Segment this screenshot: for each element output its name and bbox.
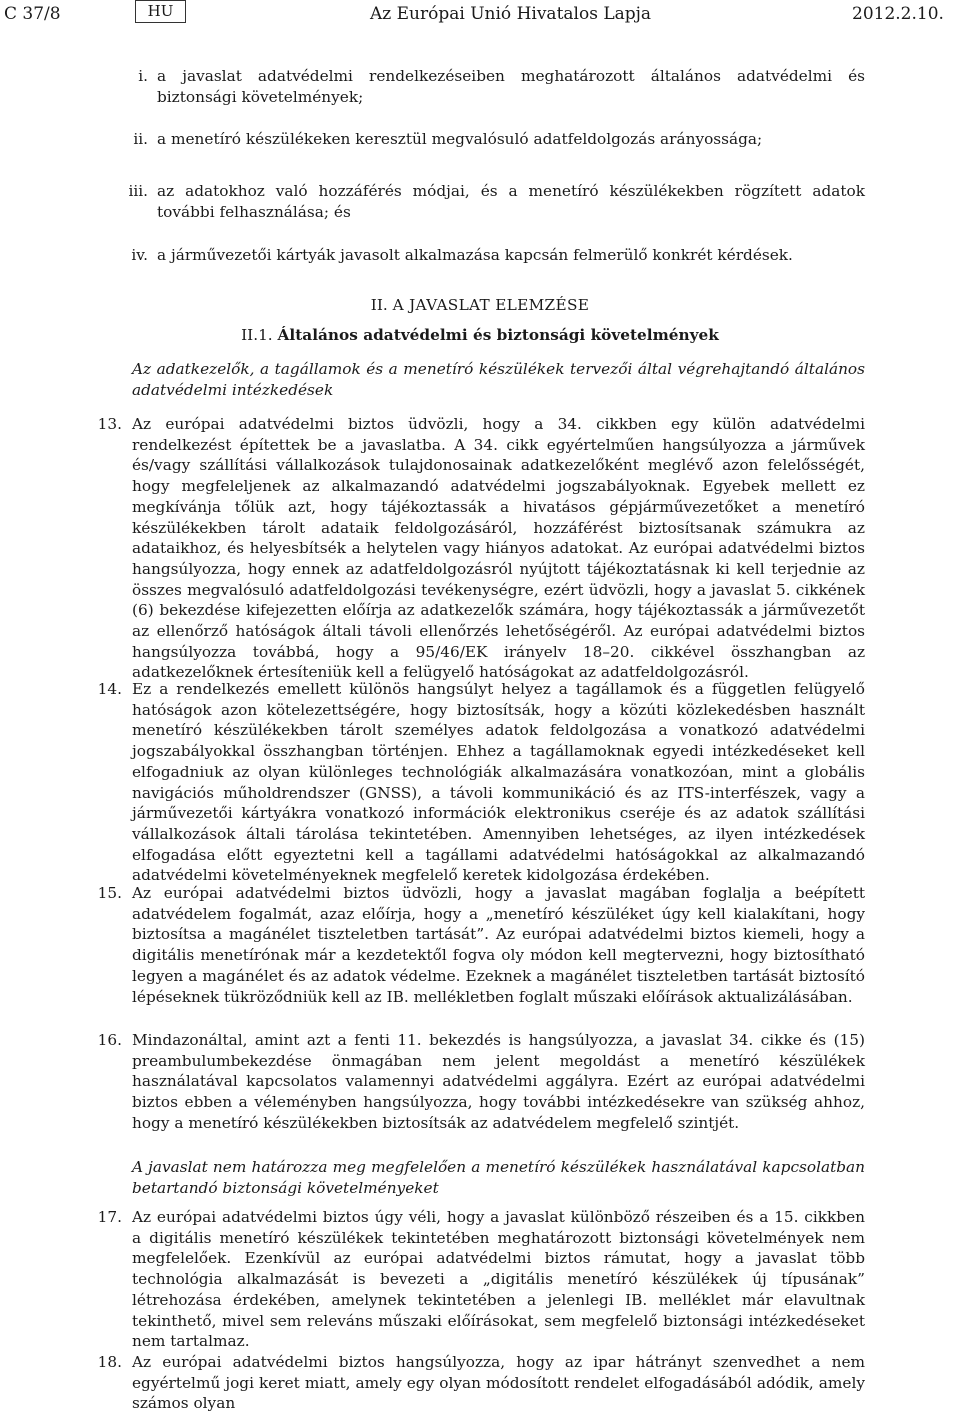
paragraph-text: Ez a rendelkezés emellett különös hangsúlyt helyez a tagállamok és a független felügyelő hatóságok azon kötelezettségére, hogy biztosítsák, hogy a közúti közlekedésben használt menetíró készülékekben tárolt személyes adatok feldolgozása a vonatkozó adatvédelmi jogszabályokkal összhangban történjen. Ehhez a tagállamoknak egyedi intézkedéseket kell elfogadniuk az olyan különleges technológiák alkalmazására vonatkozóan, mint a globális navigációs műholdrendszer (GNSS), a távoli kommunikáció és az ITS-interfészek, vagy a járművezetői kártyákra vonatkozó információk elektronikus cseréje és az adatok szállítási vállalkozások általi tárolása tekintetében. Amennyiben lehetséges, az ilyen intézkedések elfogadása előtt egyeztetni kell a tagállami adatvédelmi hatóságokkal az alkalmazandó adatvédelmi követelményeknek megfelelő keretek kidolgozása érdekében. (132, 680, 865, 885)
paragraph-number: 15. (97, 884, 122, 902)
publication-date: 2012.2.10. (852, 4, 944, 24)
paragraph-text: Az európai adatvédelmi biztos úgy véli, hogy a javaslat különböző részeiben és a 15. cikkben a digitális menetíró készülékek tekintetében meghatározott biztonsági követelmények nem megfelelőek. Ezenkívül az európai adatvédelmi biztos rámutat, hogy a javaslat több technológia alkalmazását is bevezeti a „digitális menetíró készülékek új típusának” létrehozása érdekében, amelynek tekintetében a jelenlegi IB. melléklet már elavultnak tekinthető, mivel sem releváns műszaki előírásokat, sem megfelelő biztonsági intézkedéseket nem tartalmaz. (132, 1208, 865, 1351)
page-reference: C 37/8 (4, 4, 61, 24)
paragraph-number: 17. (97, 1208, 122, 1226)
paragraph-number: 16. (97, 1031, 122, 1049)
paragraph-number: 14. (97, 680, 122, 698)
paragraph-text: Mindazonáltal, amint azt a fenti 11. bekezdés is hangsúlyozza, a javaslat 34. cikke és (15) preambulumbekezdése önmagában nem jelent megoldást a menetíró készülékek használatával kapcsolatos valamennyi adatvédelmi aggályra. Ezért az európai adatvédelmi biztos ebben a véleményben hangsúlyozza, hogy további intézkedésekre van szükség ahhoz, hogy a menetíró készülékekben biztosítsák az adatvédelem megfelelő szintjét. (132, 1031, 865, 1132)
paragraph-number: 13. (97, 415, 122, 433)
section-title: A JAVASLAT ELEMZÉSE (392, 296, 590, 314)
subsection-heading (0, 325, 960, 346)
section-heading (0, 295, 960, 316)
sub-item-number: ii. (133, 130, 148, 148)
sub-item-text: a javaslat adatvédelmi rendelkezéseiben meghatározott általános adatvédelmi és biztonsági követelmények; (157, 67, 865, 106)
language-badge: HU (135, 0, 186, 23)
sub-item-number: i. (138, 67, 148, 85)
paragraph-text: Az európai adatvédelmi biztos hangsúlyozza, hogy az ipar hátrányt szenvedhet a nem egyértelmű jogi keret miatt, amely egy olyan módosított rendelet elfogadásából adódik, amely számos olyan (132, 1353, 865, 1413)
journal-title: Az Európai Unió Hivatalos Lapja (370, 4, 652, 24)
subsection-number: II.1. (241, 326, 273, 344)
page-header (0, 0, 960, 40)
sub-item-number: iii. (128, 182, 148, 200)
section-number: II. (370, 296, 388, 314)
paragraph-text: Az európai adatvédelmi biztos üdvözli, hogy a javaslat magában foglalja a beépített adatvédelem fogalmát, azaz előírja, hogy a „menetíró készüléket úgy kell kialakítani, hogy biztosítsa a magánélet tiszteletben tartását”. Az európai adatvédelmi biztos kiemeli, hogy a digitális menetírónak már a kezdetektől fogva oly módon kell megtervezni, hogy biztosítható legyen a magánélet és az adatok védelme. Ezeknek a magánélet tiszteletben tartását biztosító lépéseknek tükröződniük kell az IB. mellékletben foglalt műszaki előírások aktualizálásában. (132, 884, 865, 1006)
sub-item-text: az adatokhoz való hozzáférés módjai, és a menetíró készülékekben rögzített adatok további felhasználása; és (157, 182, 865, 221)
sub-item-text: a menetíró készülékeken keresztül megvalósuló adatfeldolgozás arányossága; (157, 130, 763, 148)
paragraph-text: Az európai adatvédelmi biztos üdvözli, hogy a 34. cikkben egy külön adatvédelmi rendelkezést építettek be a javaslatba. A 34. cikk egyértelműen hangsúlyozza a járművek és/vagy szállítási vállalkozások tulajdonosainak adatkezelőként meglévő azon felelősségét, hogy megfeleljenek az alkalmazandó adatvédelmi jogszabályoknak. Egyebek mellett ez megkívánja tőlük azt, hogy tájékoztassák a hivatásos gépjárművezetőket a menetíró készülékekben tárolt adataik feldolgozásáról, hozzáférést biztosítsanak számukra az adataikhoz, és helyesbítsék a helytelen vagy hiányos adatokat. Az európai adatvédelmi biztos hangsúlyozza, hogy ennek az adatfeldolgozásról nyújtott tájékoztatásnak ki kell terjednie az összes megvalósuló adatfeldolgozási tevékenységre, ezért üdvözli, hogy a javaslat 5. cikkének (6) bekezdése kifejezetten előírja az adatkezelők számára, hogy tájékoztassák a járművezetőt az ellenőrző hatóságok általi távoli ellenőrzés lehetőségéről. Az európai adatvédelmi biztos hangsúlyozza továbbá, hogy a 95/46/EK irányelv 18–20. cikkével összhangban az adatkezelőknek értesíteniük kell a felügyelő hatóságokat az adatfeldolgozásról. (132, 415, 865, 682)
sub-item-text: a járművezetői kártyák javasolt alkalmazása kapcsán felmerülő konkrét kérdések. (157, 246, 793, 264)
paragraph-number: 18. (97, 1353, 122, 1371)
italic-heading: Az adatkezelők, a tagállamok és a menetíró készülékek tervezői által végrehajtandó általános adatvédelmi intézkedések (132, 360, 865, 399)
sub-item-number: iv. (131, 246, 148, 264)
italic-heading: A javaslat nem határozza meg megfelelően a menetíró készülékek használatával kapcsolatban betartandó biztonsági követelményeket (132, 1158, 865, 1197)
subsection-title: Általános adatvédelmi és biztonsági követelmények (277, 326, 719, 344)
